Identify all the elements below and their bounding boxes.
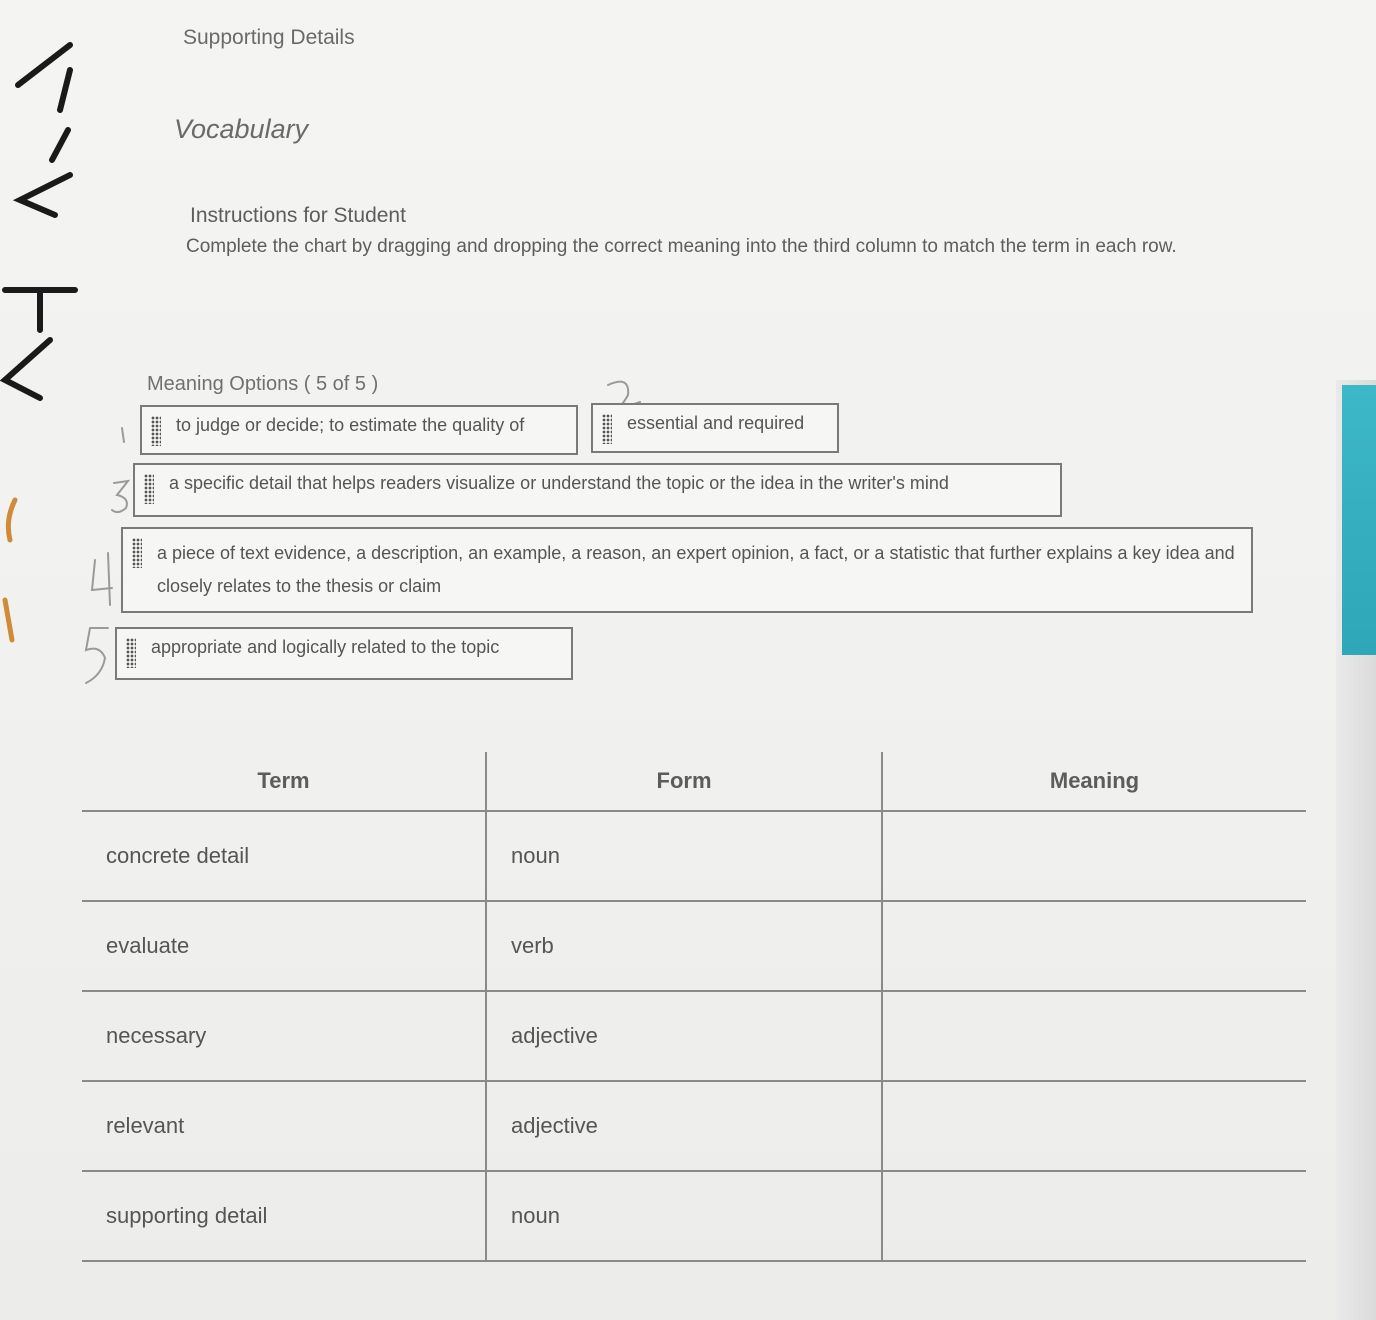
mark-1 bbox=[122, 428, 124, 442]
meaning-options-label: Meaning Options ( 5 of 5 ) bbox=[147, 373, 379, 395]
form-cell: adjective bbox=[486, 1081, 882, 1171]
meaning-option-text: appropriate and logically related to the topic bbox=[151, 637, 500, 657]
meaning-option-text: essential and required bbox=[627, 413, 805, 433]
margin-scribble-t bbox=[5, 290, 75, 330]
meaning-option-4[interactable] bbox=[121, 527, 1253, 613]
drag-handle-icon[interactable] bbox=[151, 416, 161, 446]
instructions-text: Complete the chart by dragging and dropping the correct meaning into the third column to match the term in each row. bbox=[186, 236, 1177, 257]
form-cell: noun bbox=[486, 811, 882, 901]
meaning-option-1[interactable] bbox=[140, 405, 578, 455]
drag-handle-icon[interactable] bbox=[132, 538, 142, 568]
column-header-form: Form bbox=[486, 752, 882, 811]
meaning-drop-zone[interactable] bbox=[882, 811, 1306, 901]
drag-handle-icon[interactable] bbox=[144, 474, 154, 504]
meaning-option-text: a specific detail that helps readers visualize or understand the topic or the idea in the writer's mind bbox=[169, 473, 949, 493]
table-row bbox=[82, 1081, 1306, 1171]
term-cell: concrete detail bbox=[82, 811, 486, 901]
meaning-drop-zone[interactable] bbox=[882, 991, 1306, 1081]
meaning-drop-zone[interactable] bbox=[882, 1171, 1306, 1261]
column-header-term: Term bbox=[82, 752, 486, 811]
meaning-option-2[interactable] bbox=[591, 403, 839, 453]
table-row bbox=[82, 991, 1306, 1081]
form-cell: noun bbox=[486, 1171, 882, 1261]
table-row bbox=[82, 1171, 1306, 1261]
instructions-heading: Instructions for Student bbox=[190, 204, 406, 227]
table-header-row bbox=[82, 752, 1306, 811]
mark-5 bbox=[86, 628, 108, 683]
margin-orange-marks bbox=[5, 500, 15, 640]
form-cell: adjective bbox=[486, 991, 882, 1081]
section-title: Supporting Details bbox=[183, 26, 355, 49]
meaning-option-3[interactable] bbox=[133, 463, 1062, 517]
margin-scribble-top bbox=[18, 45, 70, 215]
form-cell: verb bbox=[486, 901, 882, 991]
term-cell: necessary bbox=[82, 991, 486, 1081]
meaning-option-text: a piece of text evidence, a description, an example, a reason, an expert opinion, a fact, or a statistic that further explains a key idea and closely relates to the thesis or claim bbox=[157, 543, 1235, 596]
meaning-option-5[interactable] bbox=[115, 627, 573, 680]
page-title: Vocabulary bbox=[174, 114, 309, 144]
term-cell: evaluate bbox=[82, 901, 486, 991]
meaning-drop-zone[interactable] bbox=[882, 1081, 1306, 1171]
mark-3 bbox=[112, 481, 128, 512]
meaning-drop-zone[interactable] bbox=[882, 901, 1306, 991]
drag-handle-icon[interactable] bbox=[126, 638, 136, 668]
mark-4 bbox=[92, 553, 112, 605]
term-cell: relevant bbox=[82, 1081, 486, 1171]
meaning-option-text: to judge or decide; to estimate the quality of bbox=[176, 415, 525, 435]
table-row bbox=[82, 901, 1306, 991]
vocabulary-table bbox=[82, 752, 1306, 1262]
term-cell: supporting detail bbox=[82, 1171, 486, 1261]
margin-scribble-arrow bbox=[5, 340, 50, 398]
drag-handle-icon[interactable] bbox=[602, 414, 612, 444]
column-header-meaning: Meaning bbox=[882, 752, 1306, 811]
table-row bbox=[82, 811, 1306, 901]
